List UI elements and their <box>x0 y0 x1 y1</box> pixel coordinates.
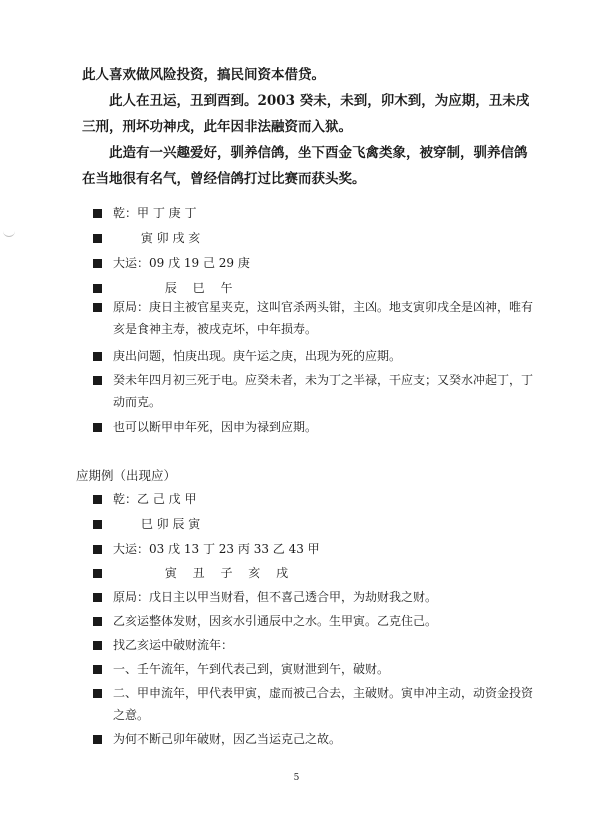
list-item <box>93 345 533 367</box>
square-bullet-icon <box>93 735 102 744</box>
square-bullet-icon <box>93 689 102 698</box>
square-bullet-icon <box>93 209 102 218</box>
square-bullet-icon <box>93 303 102 312</box>
list-item-text: 寅 丑 子 亥 戌 <box>113 566 289 580</box>
list-item-text: 找乙亥运中破财流年： <box>113 638 234 652</box>
list-item <box>93 416 533 438</box>
list-item <box>93 562 533 584</box>
square-bullet-icon <box>93 593 102 602</box>
page-number: 5 <box>293 773 300 783</box>
list-item <box>93 728 533 750</box>
list-item-text: 庚出问题，怕庚出现。庚午运之庚，出现为死的应期。 <box>113 349 402 363</box>
list-item-text: 乙亥运整体发财，因亥水引通辰中之水。生甲寅。乙克住己。 <box>113 614 438 628</box>
scan-mark <box>3 228 15 237</box>
list-item <box>93 369 533 413</box>
square-bullet-icon <box>93 617 102 626</box>
list-item-text: 一、壬午流年，午到代表己到，寅财泄到午，破财。 <box>113 662 390 676</box>
square-bullet-icon <box>93 569 102 578</box>
list-item-text: 乾：甲 丁 庚 丁 <box>113 206 197 220</box>
square-bullet-icon <box>93 545 102 554</box>
square-bullet-icon <box>93 520 102 529</box>
square-bullet-icon <box>93 495 102 504</box>
paragraph-chou-luck: 此人在丑运，丑到酉到。2003 癸未，未到，卯木到，为应期，丑未戌三刑，刑坏功神戌，此年因非法融资而入狱。 <box>82 93 530 135</box>
list-item-text: 为何不断己卯年破财，因乙当运克己之故。 <box>113 732 342 746</box>
square-bullet-icon <box>93 423 102 432</box>
list-item-text: 癸未年四月初三死于电。应癸未者，未为丁之半禄，干应支；又癸水冲起丁，丁动而克。 <box>113 373 534 409</box>
paragraph-pigeon-hobby: 此造有一兴趣爱好，驯养信鸽，坐下酉金飞禽类象，被穿制，驯养信鸽在当地很有名气，曾经信鸽打过比赛而获头奖。 <box>82 145 528 187</box>
list-item <box>93 682 533 726</box>
list-item-text: 大运：09 戊 19 己 29 庚 <box>113 256 250 270</box>
list-item-text: 巳 卯 辰 寅 <box>113 517 201 531</box>
square-bullet-icon <box>93 259 102 268</box>
list-item <box>93 634 533 656</box>
list-item-text: 辰 巳 午 <box>113 281 233 295</box>
list-item <box>93 658 533 680</box>
list-item-text: 寅 卯 戌 亥 <box>113 231 201 245</box>
section-heading: 应期例（出现应） <box>76 468 177 483</box>
square-bullet-icon <box>93 665 102 674</box>
list-item <box>93 610 533 632</box>
list-item <box>93 252 533 274</box>
list-item-text: 原局：庚日主被官星夹克，这叫官杀两头钳，主凶。地支寅卯戌全是凶神，唯有亥是食神主寿，被戌克坏，中年损寿。 <box>113 300 534 336</box>
list-item-text: 二、甲申流年，甲代表甲寅，虚而被己合去，主破财。寅申冲主动，动资金投资之意。 <box>113 686 534 722</box>
paragraph-risk-investment: 此人喜欢做风险投资，搞民间资本借贷。 <box>82 67 325 83</box>
list-item <box>93 538 533 560</box>
list-item-text: 大运：03 戊 13 丁 23 丙 33 乙 43 甲 <box>113 542 320 556</box>
list-item-text: 原局：戊日主以甲当财看，但不喜己透合甲，为劫财我之财。 <box>113 590 438 604</box>
list-item-text: 也可以断甲申年死，因申为禄到应期。 <box>113 420 318 434</box>
square-bullet-icon <box>93 352 102 361</box>
list-item <box>93 586 533 608</box>
square-bullet-icon <box>93 234 102 243</box>
list-item <box>93 513 533 535</box>
square-bullet-icon <box>93 641 102 650</box>
list-item <box>93 227 533 249</box>
list-item <box>93 296 533 340</box>
square-bullet-icon <box>93 376 102 385</box>
square-bullet-icon <box>93 284 102 293</box>
list-item <box>93 202 533 224</box>
list-item <box>93 488 533 510</box>
list-item-text: 乾：乙 己 戊 甲 <box>113 492 197 506</box>
